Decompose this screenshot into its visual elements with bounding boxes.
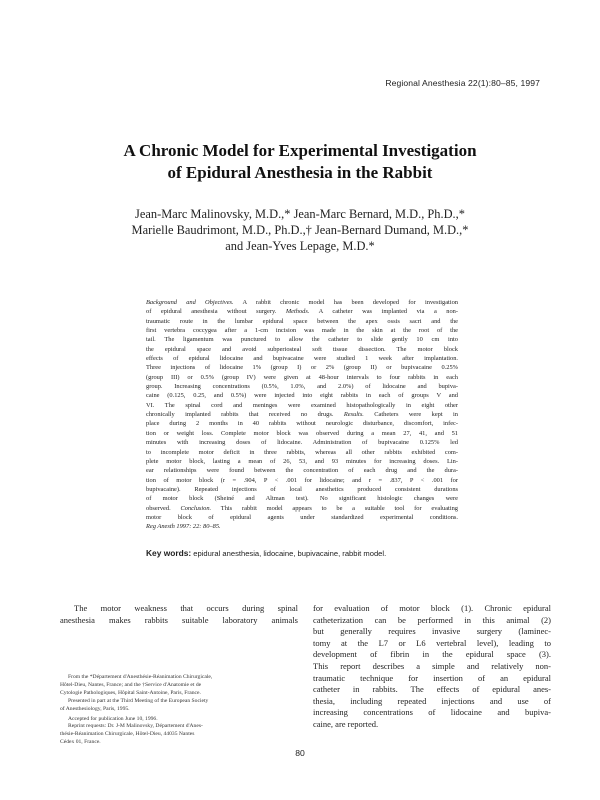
title-line: A Chronic Model for Experimental Investigation [123, 141, 477, 160]
body-line: catheter in rabbits. The effects of epidural anes- [313, 684, 551, 695]
abstract-line: caine (0.125, 0.25, and 0.5%) were injected into eight rabbits in each of groups V and [146, 392, 458, 400]
abstract-line: bupivacaine). Repeated injections of local anesthetics produced consistent durations [146, 485, 458, 493]
abstract-section-label: Background and Objectives. [146, 299, 234, 306]
footnote-affiliation: Hôtel-Dieu, Nantes, France; and the †Service d'Anatomie et de [60, 681, 202, 688]
abstract-line: (group III) or 0.5% (group IV) were given at 48-hour intervals to four rabbits in each [146, 373, 458, 381]
body-line: The motor weakness that occurs during spinal [74, 603, 298, 613]
abstract-section-label: Methods. [285, 308, 310, 316]
body-line: increasing concentrations of lidocaine and bupiva- [313, 707, 551, 718]
abstract-section-label: Results. [343, 411, 364, 419]
title-line: of Epidural Anesthesia in the Rabbit [167, 163, 433, 182]
footnotes [60, 674, 298, 747]
body-line: development of fibrin in the epidural space (3). [313, 649, 551, 660]
abstract-line: tail. The ligamentum was punctured to allow the catheter to slide gently 10 cm into [146, 336, 458, 344]
body-line: thesia, including repeated injections and use of [313, 695, 551, 706]
abstract-line: traumatic route in the lumbar epidural space between the apex ossis sacri and the [146, 317, 458, 325]
abstract-line: tion or weight loss. Complete motor block was observed during a mean 27, 41, and 51 [146, 429, 458, 437]
abstract-citation: Reg Anesth 1997: 22: 80–85. [146, 523, 221, 531]
body-line: traumatic technique for insertion of an epidural [313, 672, 551, 683]
abstract-line: group. Increasing concentrations (0.5%, 1.0%, and 2.0%) of lidocaine and bupiva- [146, 383, 458, 391]
abstract-line: Background and Objectives. A rabbit chronic model has been developed for investigation [146, 299, 458, 306]
author-line: Marielle Baudrimont, M.D., Ph.D.,† Jean-Bernard Dumand, M.D.,* [131, 223, 469, 237]
abstract-line: Three injections of lidocaine 1% (group I) or 2% (group II) or bupivacaine 0.25% [146, 364, 458, 372]
body-column-left [60, 603, 298, 626]
author-line: Jean-Marc Malinovsky, M.D.,* Jean-Marc Bernard, M.D., Ph.D.,* [135, 207, 465, 221]
keywords [146, 548, 466, 558]
abstract-section-label: Conclusion. [180, 504, 212, 512]
footnote-accepted: Accepted for publication June 10, 1996. [68, 715, 158, 722]
body-line: but generally requires invasive surgery (laminec- [313, 626, 551, 637]
body-line: for evaluation of motor block (1). Chronic epidural [313, 603, 551, 613]
keywords-label: Key words: [146, 548, 192, 558]
footnote-affiliation: Cytologie Pathologiques, Hôpital Saint-Antoine, Paris, France. [60, 689, 201, 696]
abstract-line: first vertebra coccygea after a 1-cm incision was made in the skin at the root of the [146, 327, 458, 335]
abstract-line: of epidural anesthesia without surgery. Methods. A catheter was implanted via a non- [146, 308, 458, 316]
abstract-line: observed. Conclusion. This rabbit model appears to be a suitable tool for evaluating [146, 504, 458, 512]
abstract-line: motor block of epidural agents under standardized experimental conditions. [146, 513, 458, 521]
abstract-line: the epidural space and avoid subperiosteal soft tissue dissection. The motor block [146, 345, 458, 353]
abstract-line: tion of motor block (r = .904, P < .001 for lidocaine; and r = .837, P < .001 for [146, 476, 458, 484]
abstract-line: minutes with increasing doses of lidocaine. Administration of bupivacaine 0.125% led [146, 439, 458, 447]
abstract-line: chronically implanted rabbits that received no drugs. Results. Catheters were kept in [146, 411, 458, 419]
footnote-presented: Presented in part at the Third Meeting of the European Society [68, 697, 209, 704]
body-line: tomy at the L7 or L6 vertebral level), leading to [313, 637, 551, 648]
abstract-line: VI. The spinal cord and meninges were examined histopathologically in eight other [146, 401, 458, 409]
abstract-line: to incomplete motor deficit in three rabbits, whereas all other rabbits exhibited com- [146, 448, 458, 456]
abstract [146, 298, 458, 532]
running-head: Regional Anesthesia 22(1):80–85, 1997 [385, 78, 540, 88]
footnote-presented: of Anesthesiology, Paris, 1995. [60, 705, 130, 712]
body-line: caine, are reported. [313, 718, 379, 729]
footnote-affiliation: From the *Département d'Anesthésie-Réanimation Chirurgicale, [68, 674, 213, 680]
article-title [70, 140, 530, 184]
abstract-line: plete motor block, lasting a mean of 26, 53, and 93 minutes for increasing doses. Lin- [146, 457, 458, 465]
abstract-line: ear relationships were found between the concentration of each drug and the dura- [146, 467, 458, 475]
body-line: catheterization can be performed in this animal (2) [313, 614, 551, 625]
footnote-reprint: Reprint requests: Dr. J-M Malinovsky, Département d'Anes- [68, 723, 203, 730]
page-number: 80 [295, 748, 305, 758]
footnote-reprint: Cédex 01, France. [60, 739, 101, 746]
author-line: and Jean-Yves Lepage, M.D.* [225, 239, 375, 253]
author-list [70, 206, 530, 254]
abstract-line: effects of epidural lidocaine and bupivacaine were studied 1 week after implantation. [146, 355, 458, 363]
footnote-reprint: thésie-Réanimation Chirurgicale, Hôtel-Dieu, 44035 Nantes [60, 731, 195, 738]
abstract-line: of motor block (Sheiné and Altman test). No significant histologic changes were [146, 495, 458, 503]
body-line: anesthesia makes rabbits suitable laboratory animals [60, 614, 298, 625]
body-line: This report describes a simple and relatively non- [313, 660, 551, 671]
body-column-right [313, 603, 551, 731]
abstract-line: place during 2 months in 40 rabbits without neurologic disturbance, discomfort, infec- [146, 420, 458, 428]
keywords-text: epidural anesthesia, lidocaine, bupivacaine, rabbit model. [191, 549, 387, 558]
